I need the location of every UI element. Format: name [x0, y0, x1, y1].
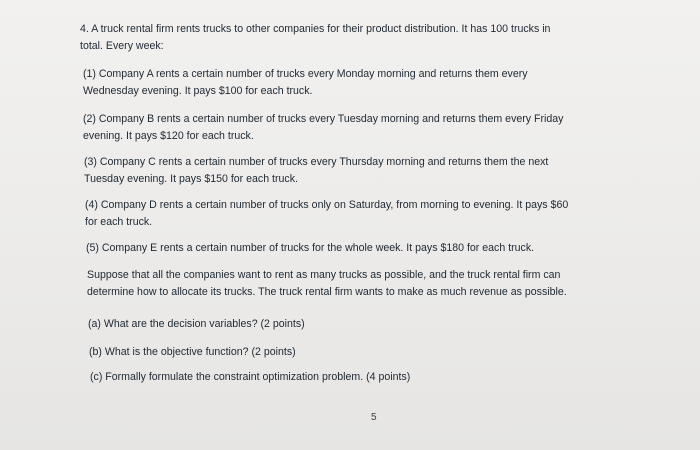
item-4-line-2: for each truck. [85, 216, 153, 228]
item-5-line-1: (5) Company E rents a certain number of trucks for the whole week. It pays $180 for each truck. [86, 242, 535, 254]
question-intro-line-2: total. Every week: [80, 40, 164, 52]
item-2-line-2: evening. It pays $120 for each truck. [83, 130, 254, 142]
part-a: (a) What are the decision variables? (2 points) [88, 318, 305, 330]
assumption-line-2: determine how to allocate its trucks. The truck rental firm wants to make as much revenue as possible. [87, 286, 567, 298]
item-4-line-1: (4) Company D rents a certain number of trucks only on Saturday, from morning to evening. It pays $60 [85, 199, 569, 211]
item-1-line-1: (1) Company A rents a certain number of trucks every Monday morning and returns them every [83, 68, 528, 80]
item-1-line-2: Wednesday evening. It pays $100 for each truck. [83, 85, 313, 97]
item-2-line-1: (2) Company B rents a certain number of trucks every Tuesday morning and returns them every Friday [83, 113, 564, 125]
item-3-line-2: Tuesday evening. It pays $150 for each truck. [84, 173, 298, 185]
part-b: (b) What is the objective function? (2 points) [89, 346, 296, 358]
item-3-line-1: (3) Company C rents a certain number of trucks every Thursday morning and returns them the next [84, 156, 549, 168]
question-intro-line-1: 4. A truck rental firm rents trucks to other companies for their product distribution. It has 100 trucks in [80, 23, 551, 35]
part-c: (c) Formally formulate the constraint optimization problem. (4 points) [90, 371, 411, 383]
page-number: 5 [371, 412, 377, 423]
assumption-line-1: Suppose that all the companies want to rent as many trucks as possible, and the truck rental firm can [87, 269, 561, 281]
